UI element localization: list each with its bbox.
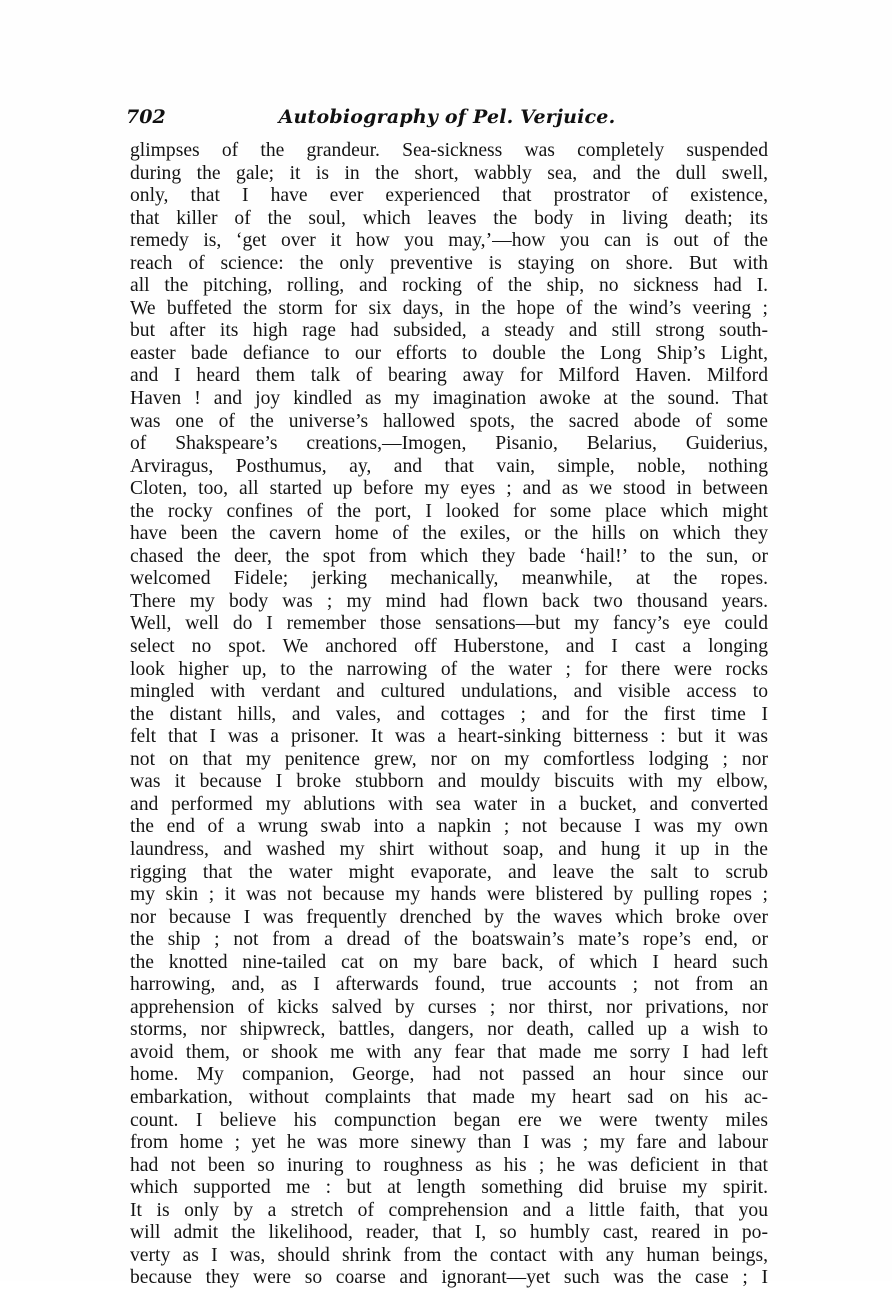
text-line: Haven ! and joy kindled as my imagination awoke at the sound. That xyxy=(130,388,768,410)
text-line: reach of science: the only preventive is staying on shore. But with xyxy=(130,252,768,274)
text-line: We buffeted the storm for six days, in the hope of the wind’s veering ; xyxy=(130,297,768,319)
text-line: easter bade defiance to our efforts to double the Long Ship’s Light, xyxy=(130,342,768,364)
text-line: harrowing, and, as I afterwards found, true accounts ; not from an xyxy=(130,974,768,996)
text-line: the rocky confines of the port, I looked for some place which might xyxy=(130,500,768,522)
text-line: not on that my penitence grew, nor on my comfortless lodging ; nor xyxy=(130,748,768,770)
text-line: mingled with verdant and cultured undulations, and visible access to xyxy=(130,681,768,703)
text-line: glimpses of the grandeur. Sea-sickness was completely suspended xyxy=(130,140,768,161)
text-line: nor because I was frequently drenched by the waves which broke over xyxy=(130,906,768,928)
text-line: from home ; yet he was more sinewy than I was ; my fare and labour xyxy=(130,1132,768,1154)
text-line: verty as I was, should shrink from the contact with any human beings, xyxy=(130,1244,768,1266)
text-line: storms, nor shipwreck, battles, dangers, nor death, called up a wish to xyxy=(130,1019,768,1041)
text-line: my skin ; it was not because my hands were blistered by pulling ropes ; xyxy=(130,884,768,906)
text-line: Well, well do I remember those sensations—but my fancy’s eye could xyxy=(130,613,768,635)
text-line: the knotted nine-tailed cat on my bare back, of which I heard such xyxy=(130,951,768,973)
text-line: have been the cavern home of the exiles, or the hills on which they xyxy=(130,523,768,545)
text-line: all the pitching, rolling, and rocking of the ship, no sickness had I. xyxy=(130,275,768,297)
text-line: chased the deer, the spot from which they bade ‘hail!’ to the sun, or xyxy=(130,545,768,567)
page-number: 702 xyxy=(126,106,166,128)
text-line: Arviragus, Posthumus, ay, and that vain, simple, noble, nothing xyxy=(130,455,768,477)
text-line: because they were so coarse and ignorant—yet such was the case ; I xyxy=(130,1267,768,1289)
text-line: avoid them, or shook me with any fear that made me sorry I had left xyxy=(130,1041,768,1063)
text-line: rigging that the water might evaporate, and leave the salt to scrub xyxy=(130,861,768,883)
text-line: embarkation, without complaints that made my heart sad on his ac- xyxy=(130,1086,768,1108)
text-line: was it because I broke stubborn and mouldy biscuits with my elbow, xyxy=(130,771,768,793)
text-line: which supported me : but at length something did bruise my spirit. xyxy=(130,1177,768,1199)
text-line: that killer of the soul, which leaves the body in living death; its xyxy=(130,207,768,229)
text-line: the ship ; not from a dread of the boatswain’s mate’s rope’s end, or xyxy=(130,929,768,951)
body-text xyxy=(130,140,768,1290)
text-line: had not been so inuring to roughness as his ; he was deficient in that xyxy=(130,1154,768,1176)
text-line: look higher up, to the narrowing of the water ; for there were rocks xyxy=(130,658,768,680)
text-line: and I heard them talk of bearing away for Milford Haven. Milford xyxy=(130,365,768,387)
running-head xyxy=(126,106,768,132)
text-line: Cloten, too, all started up before my eyes ; and as we stood in between xyxy=(130,478,768,500)
text-line: the end of a wrung swab into a napkin ; not because I was my own xyxy=(130,816,768,838)
text-line: count. I believe his compunction began ere we were twenty miles xyxy=(130,1109,768,1131)
text-line: welcomed Fidele; jerking mechanically, meanwhile, at the ropes. xyxy=(130,568,768,590)
text-line: remedy is, ‘get over it how you may,’—how you can is out of the xyxy=(130,230,768,252)
text-line: during the gale; it is in the short, wabbly sea, and the dull swell, xyxy=(130,162,768,184)
text-line: and performed my ablutions with sea water in a bucket, and converted xyxy=(130,793,768,815)
text-line: select no spot. We anchored off Huberstone, and I cast a longing xyxy=(130,636,768,658)
text-line: felt that I was a prisoner. It was a heart-sinking bitterness : but it was xyxy=(130,726,768,748)
text-line: It is only by a stretch of comprehension and a little faith, that you xyxy=(130,1199,768,1221)
text-line: the distant hills, and vales, and cottages ; and for the first time I xyxy=(130,703,768,725)
text-line: laundress, and washed my shirt without soap, and hung it up in the xyxy=(130,838,768,860)
text-line: only, that I have ever experienced that prostrator of existence, xyxy=(130,185,768,207)
text-line: was one of the universe’s hallowed spots, the sacred abode of some xyxy=(130,410,768,432)
text-line: home. My companion, George, had not passed an hour since our xyxy=(130,1064,768,1086)
text-line: will admit the likelihood, reader, that I, so humbly cast, reared in po- xyxy=(130,1222,768,1244)
text-line: but after its high rage had subsided, a steady and still strong south- xyxy=(130,320,768,342)
text-line: apprehension of kicks salved by curses ; nor thirst, nor privations, nor xyxy=(130,996,768,1018)
text-line: There my body was ; my mind had flown back two thousand years. xyxy=(130,590,768,612)
text-line: of Shakspeare’s creations,—Imogen, Pisanio, Belarius, Guiderius, xyxy=(130,433,768,455)
running-title: Autobiography of Pel. Verjuice. xyxy=(278,106,616,128)
